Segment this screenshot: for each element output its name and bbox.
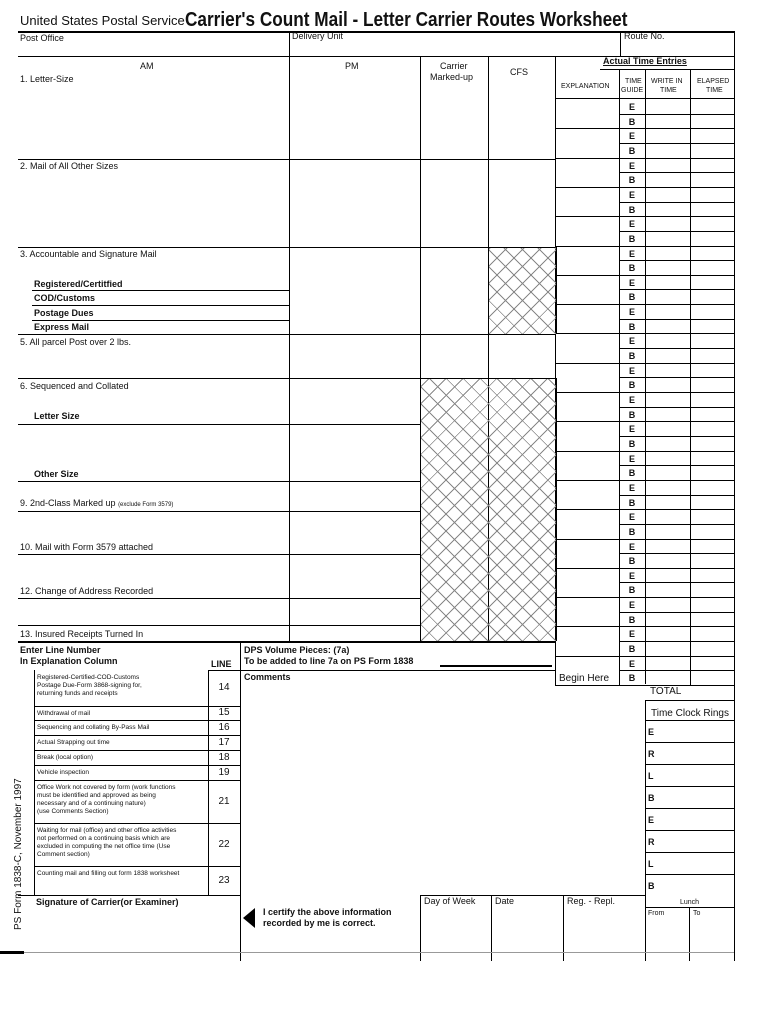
row-line: [645, 700, 734, 701]
enter-line-label: Enter Line Number: [20, 645, 101, 655]
hatched-area: [488, 247, 557, 334]
row-line: [645, 830, 734, 831]
time-guide-code: E: [628, 395, 635, 405]
row-line: [556, 128, 734, 129]
row-line: [18, 481, 420, 482]
row-line: [645, 808, 734, 809]
explanation-line-number: 16: [218, 721, 230, 733]
form-id: PS Form 1838-C, November 1997: [13, 778, 24, 930]
row-line: [34, 720, 240, 721]
explanation-item-text: [37, 784, 175, 816]
time-guide-code: E: [628, 102, 635, 112]
divider: [289, 31, 290, 56]
explanation-item-line: (use Comments Section): [37, 808, 109, 815]
row-line: [34, 750, 240, 751]
row-line: [619, 348, 734, 349]
row-line: [645, 742, 734, 743]
row-13-label: 13. Insured Receipts Turned In: [20, 629, 144, 639]
to-label: To: [693, 910, 701, 917]
row-line: [34, 706, 240, 707]
total-label: TOTAL: [650, 686, 682, 697]
clock-ring-code: B: [648, 793, 655, 803]
explanation-item-line: Actual Strapping out time: [37, 739, 110, 746]
time-guide-code: B: [628, 145, 636, 156]
explanation-item-line: must be identified and approved as being: [37, 792, 156, 799]
row-line: [619, 202, 734, 203]
row-line: [619, 612, 734, 613]
row-line: [619, 465, 734, 466]
grid-line: [645, 700, 646, 961]
row-line: [34, 866, 240, 867]
right-border: [734, 31, 735, 961]
time-guide-code: B: [628, 292, 636, 303]
time-clock-rings-label: Time Clock Rings: [651, 708, 729, 719]
row-line: [18, 511, 420, 512]
row-line: [556, 626, 734, 627]
row-line: [556, 158, 734, 159]
row-2-label: 2. Mail of All Other Sizes: [20, 161, 119, 171]
time-guide-code: E: [628, 160, 635, 171]
row-line: [18, 625, 420, 626]
explanation-item-line: returning funds and receipts: [37, 690, 118, 697]
row-line: [18, 554, 420, 555]
explanation-item-text: [37, 870, 179, 878]
explanation-item-text: [37, 739, 110, 747]
letter-size-label: Letter Size: [34, 411, 80, 421]
time-guide-code: E: [628, 189, 635, 200]
row-line: [619, 495, 734, 496]
postage-dues-label: Postage Dues: [34, 308, 94, 318]
elapsed-header-1: ELAPSED: [697, 78, 730, 85]
time-guide-code: B: [628, 585, 636, 596]
row-line: [619, 407, 734, 408]
row-12-label: 12. Change of Address Recorded: [20, 586, 154, 596]
comments-label: Comments: [244, 672, 291, 682]
time-guide-code: B: [628, 263, 636, 274]
explanation-item-text: [37, 710, 90, 718]
time-guide-code: E: [628, 424, 635, 435]
explanation-item-text: [37, 754, 93, 762]
grid-line: [208, 670, 209, 895]
row-line: [645, 874, 734, 875]
time-guide-code: E: [628, 629, 635, 640]
explanation-item-text: [37, 827, 176, 859]
row-line: [645, 852, 734, 853]
clock-ring-code: E: [648, 727, 655, 737]
time-guide-code: B: [628, 468, 636, 479]
row-1-label: 1. Letter-Size: [20, 74, 74, 84]
clock-ring-code: R: [648, 837, 655, 847]
row-10-label: 10. Mail with Form 3579 attached: [20, 542, 154, 552]
row-line: [619, 231, 734, 232]
row-line: [619, 524, 734, 525]
row-line: [18, 159, 555, 160]
left-arrow-icon: [243, 908, 255, 928]
route-no-label: Route No.: [624, 31, 665, 41]
row-line: [619, 143, 734, 144]
time-guide-code: E: [628, 248, 635, 259]
lunch-label: Lunch: [680, 899, 700, 906]
row-line: [556, 304, 734, 305]
actual-time-entries-header: Actual Time Entries: [603, 56, 687, 66]
row-line: [645, 786, 734, 787]
time-guide-code: E: [628, 219, 635, 230]
dps-note: To be added to line 7a on PS Form 1838: [244, 656, 414, 666]
row-line: [619, 114, 734, 115]
registered-label: Registered/Certitfied: [34, 279, 123, 289]
row-line: [34, 765, 240, 766]
explanation-header: EXPLANATION: [561, 83, 610, 90]
reg-repl-label: Reg. - Repl.: [567, 896, 616, 906]
divider: [620, 31, 621, 56]
in-explanation-label: In Explanation Column: [20, 656, 118, 666]
explanation-line-number: 17: [218, 736, 230, 748]
explanation-item-text: [37, 769, 89, 777]
row-6-label: 6. Sequenced and Collated: [20, 381, 129, 391]
row-line: [18, 895, 240, 896]
time-guide-code: B: [628, 380, 636, 391]
row-line: [556, 275, 734, 276]
row-line: [619, 377, 734, 378]
time-guide-code: E: [628, 600, 635, 611]
row-line: [556, 509, 734, 510]
carrier-header-2: Marked-up: [430, 72, 474, 82]
time-guide-code: B: [628, 116, 636, 127]
row-line: [619, 553, 734, 554]
time-guide-code: E: [628, 277, 635, 288]
explanation-item-line: excluded in computing the net office time (Use: [37, 843, 171, 850]
row-line: [208, 670, 241, 671]
time-guide-code: B: [628, 673, 636, 684]
certify-line-1: I certify the above information: [263, 907, 392, 917]
row-line: [34, 780, 240, 781]
write-in-header-2: TIME: [660, 87, 677, 94]
row-line: [619, 260, 734, 261]
explanation-line-number: 22: [218, 838, 230, 850]
time-guide-code: E: [628, 131, 635, 142]
row-line: [555, 685, 645, 686]
row-line: [555, 656, 619, 657]
row-line: [32, 320, 289, 321]
time-guide-code: B: [628, 175, 636, 186]
grid-line: [34, 670, 35, 895]
time-guide-code: B: [628, 556, 636, 567]
time-guide-code: E: [628, 658, 635, 669]
time-guide-code: E: [628, 482, 635, 493]
time-guide-code: B: [628, 204, 636, 215]
row-line: [645, 764, 734, 765]
dps-entry-line[interactable]: [440, 665, 552, 667]
row-line: [556, 246, 734, 247]
elapsed-header-2: TIME: [706, 87, 723, 94]
row-line: [556, 568, 734, 569]
row-line: [556, 187, 734, 188]
explanation-line-number: 21: [218, 795, 230, 807]
pm-header: PM: [345, 61, 359, 71]
clock-ring-code: E: [648, 815, 655, 825]
row-line: [18, 334, 555, 335]
time-guide-code: B: [628, 614, 636, 625]
grid-line: [690, 99, 691, 685]
row-9-label: 9. 2nd-Class Marked up (exclude Form 3579): [20, 498, 174, 508]
row-line: [18, 378, 555, 379]
hatched-area: [420, 378, 557, 641]
time-guide-header-1: TIME: [625, 78, 642, 85]
clock-ring-code: L: [648, 859, 654, 869]
row-line: [32, 290, 289, 291]
time-guide-header-2: GUIDE: [621, 87, 644, 94]
clock-ring-code: B: [648, 881, 655, 891]
explanation-item-line: Office Work not covered by form (work functions: [37, 784, 176, 791]
actual-time-rule: [600, 69, 734, 70]
row-line: [556, 480, 734, 481]
explanation-line-number: 15: [218, 707, 230, 718]
explanation-line-number: 19: [218, 766, 230, 778]
time-guide-code: B: [628, 644, 636, 655]
explanation-item-line: Sequencing and collating By-Pass Mail: [37, 724, 150, 731]
other-size-label: Other Size: [34, 469, 79, 479]
row-line: [556, 597, 734, 598]
form-title: Carrier's Count Mail - Letter Carrier Routes Worksheet: [185, 9, 628, 31]
row-line: [645, 720, 734, 721]
cfs-header: CFS: [510, 67, 528, 77]
row-line: [619, 670, 734, 671]
am-header: AM: [140, 61, 154, 71]
row-line: [619, 641, 734, 642]
day-of-week-label: Day of Week: [424, 896, 476, 906]
time-guide-code: B: [628, 351, 636, 362]
row-line: [556, 539, 734, 540]
explanation-item-line: Waiting for mail (office) and other office activities: [37, 827, 177, 834]
explanation-item-line: not performed on a continuing basis which are: [37, 835, 170, 842]
time-guide-code: B: [628, 321, 636, 332]
date-label: Date: [495, 896, 515, 906]
row-line: [18, 598, 420, 599]
row-line: [556, 421, 734, 422]
row-line: [18, 424, 420, 425]
explanation-item-line: Counting mail and filling out form 1838 worksheet: [37, 870, 180, 877]
row-line: [241, 670, 555, 671]
row-line: [18, 247, 555, 248]
time-guide-code: E: [628, 365, 635, 376]
certify-line-2: recorded by me is correct.: [263, 918, 376, 928]
row-5-label: 5. All parcel Post over 2 lbs.: [20, 337, 132, 347]
time-guide-code: E: [628, 307, 635, 318]
clock-ring-code: L: [648, 771, 654, 781]
signature-label: Signature of Carrier(or Examiner): [36, 897, 179, 907]
row-line: [32, 305, 289, 306]
begin-here-label: Begin Here: [559, 673, 610, 684]
row-line: [619, 319, 734, 320]
bottom-rule: [24, 952, 734, 953]
dps-label: DPS Volume Pieces: (7a): [244, 645, 350, 655]
row-line: [18, 641, 555, 643]
row-line: [34, 823, 240, 824]
express-mail-label: Express Mail: [34, 322, 90, 332]
clock-ring-code: R: [648, 749, 655, 759]
row-line: [556, 451, 734, 452]
row-line: [556, 216, 734, 217]
explanation-line-number: 18: [218, 751, 230, 763]
time-guide-code: B: [628, 233, 636, 244]
explanation-line-number: 14: [218, 682, 230, 693]
time-guide-code: E: [628, 453, 635, 464]
line-header: LINE: [211, 659, 232, 669]
row-line: [556, 392, 734, 393]
explanation-item-line: Postage Due-Form 3868-signing for,: [37, 682, 142, 689]
cod-label: COD/Customs: [34, 293, 96, 303]
explanation-item-line: Withdrawal of mail: [37, 710, 91, 717]
explanation-line-number: 23: [218, 874, 230, 886]
explanation-item-line: Registered-Certified-COD-Customs: [37, 674, 140, 681]
time-guide-code: B: [628, 438, 636, 449]
post-office-label: Post Office: [20, 33, 64, 43]
row-line: [619, 289, 734, 290]
agency-name: United States Postal Service: [20, 13, 185, 28]
time-guide-code: B: [628, 497, 636, 508]
grid-line: [240, 641, 241, 961]
row-line: [619, 436, 734, 437]
row-3-label: 3. Accountable and Signature Mail: [20, 249, 157, 259]
time-guide-code: B: [628, 409, 636, 420]
explanation-item-text: [37, 724, 149, 732]
row-line: [619, 582, 734, 583]
explanation-item-text: [37, 674, 142, 698]
bottom-edge-mark: [0, 951, 24, 954]
explanation-item-line: Break (local option): [37, 754, 93, 761]
time-guide-code: E: [628, 336, 635, 347]
write-in-header-1: WRITE IN: [651, 78, 683, 85]
row-line: [556, 363, 734, 364]
time-guide-code: B: [628, 526, 636, 537]
time-guide-code: E: [628, 512, 635, 523]
delivery-unit-label: Delivery Unit: [292, 31, 344, 41]
explanation-item-line: Comment section): [37, 851, 90, 858]
from-label: From: [648, 910, 665, 917]
row-line: [34, 735, 240, 736]
explanation-item-line: necessary and of a continuing nature): [37, 800, 146, 807]
carrier-header-1: Carrier: [440, 61, 468, 71]
row-line: [556, 333, 734, 334]
time-guide-code: E: [628, 570, 635, 581]
time-guide-code: E: [628, 541, 635, 552]
explanation-item-line: Vehicle inspection: [37, 769, 90, 776]
row-line: [619, 172, 734, 173]
